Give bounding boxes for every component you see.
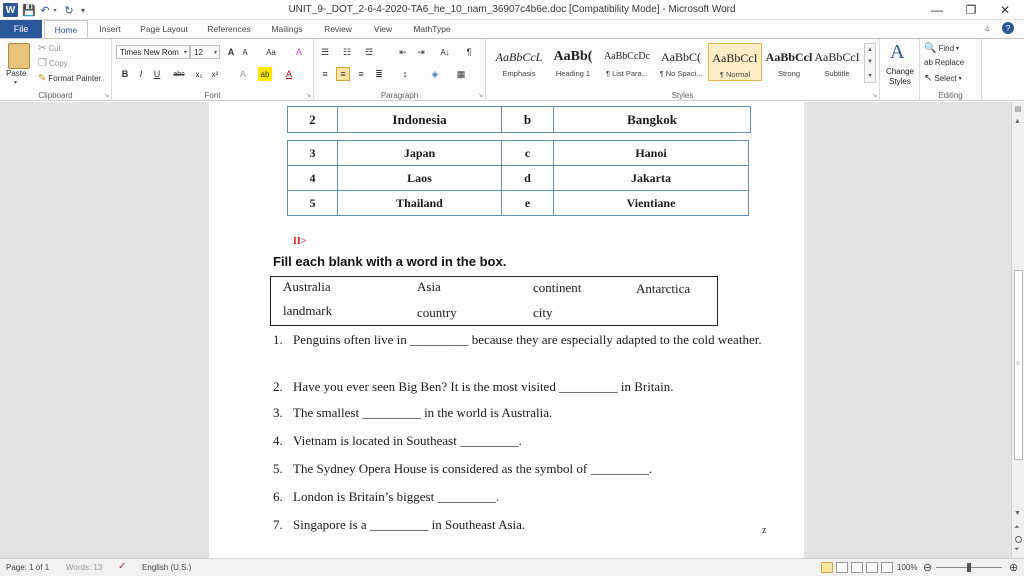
help-icon[interactable]: ? xyxy=(1002,22,1014,34)
font-size-dropdown-icon[interactable]: ▾ xyxy=(213,49,217,56)
table-cell[interactable]: c xyxy=(502,141,554,166)
decrease-indent-icon[interactable]: ⇤ xyxy=(399,46,407,57)
language-indicator[interactable]: English (U.S.) xyxy=(142,563,192,572)
table-cell[interactable]: Hanoi xyxy=(554,141,749,166)
table-cell[interactable]: d xyxy=(502,166,554,191)
customize-qat-icon[interactable]: ▾ xyxy=(80,5,85,15)
paragraph-launcher-icon[interactable]: ↘ xyxy=(477,93,483,99)
change-case-button[interactable]: Aa xyxy=(266,47,276,57)
style-name: ¶ List Para... xyxy=(606,69,648,78)
shrink-font-button[interactable]: A xyxy=(242,47,248,57)
select-dropdown-icon[interactable]: ▾ xyxy=(958,76,962,82)
question-number: 4. xyxy=(273,433,283,448)
multilevel-list-icon[interactable]: ☲ xyxy=(364,46,374,57)
cursor-icon: ↖ xyxy=(924,73,933,84)
cut-button[interactable] xyxy=(38,43,61,54)
table-cell[interactable]: Thailand xyxy=(338,191,502,216)
select-button[interactable] xyxy=(924,73,962,84)
styles-gallery-scroll[interactable] xyxy=(864,43,876,83)
question-text: London is Britain’s biggest _________. xyxy=(293,489,500,504)
font-name-combo[interactable] xyxy=(116,45,190,59)
outline-view-icon[interactable] xyxy=(866,562,878,573)
scroll-up-arrow-icon[interactable]: ▲ xyxy=(1014,118,1021,125)
paintbrush-icon: ✎ xyxy=(38,73,47,84)
table-row xyxy=(288,141,749,166)
maximize-button[interactable]: ❐ xyxy=(965,3,977,17)
paragraph-group xyxy=(314,39,486,101)
clear-formatting-icon[interactable]: A xyxy=(295,47,302,57)
table-cell[interactable]: 5 xyxy=(288,191,338,216)
style-name: Strong xyxy=(777,69,801,78)
paste-dropdown-icon[interactable]: ▾ xyxy=(14,80,18,86)
font-color-button[interactable]: A xyxy=(285,69,292,79)
question-text: Have you ever seen Big Ben? It is the most visited _________ in Britain. xyxy=(293,379,674,394)
title-bar xyxy=(0,0,1024,20)
align-right-icon[interactable]: ≡ xyxy=(358,69,364,79)
style-subtitle[interactable] xyxy=(810,43,864,81)
line-spacing-icon[interactable]: ↕ xyxy=(402,69,408,79)
italic-button[interactable]: I xyxy=(139,69,143,79)
font-size-combo[interactable] xyxy=(190,45,220,59)
table-cell[interactable]: 2 xyxy=(288,107,338,133)
undo-icon[interactable]: ↶ xyxy=(40,4,50,17)
tab-view[interactable]: View xyxy=(373,24,393,34)
browse-object-icon[interactable] xyxy=(1015,536,1022,543)
grow-font-button[interactable]: A xyxy=(227,47,235,57)
editing-group-label: Editing xyxy=(938,91,963,100)
style-name: Subtitle xyxy=(824,69,850,78)
section-number: II> xyxy=(293,236,307,247)
vertical-scrollbar[interactable] xyxy=(1011,102,1024,558)
format-painter-button[interactable] xyxy=(38,73,101,84)
table-cell[interactable]: 3 xyxy=(288,141,338,166)
increase-indent-icon[interactable]: ⇥ xyxy=(417,46,425,57)
zoom-slider-thumb[interactable] xyxy=(967,563,971,572)
select-label: Select xyxy=(934,74,957,83)
word-bank-item: landmark xyxy=(283,303,333,318)
window-title: UNIT_9-_DOT_2-6-4-2020-TA6_he_10_nam_36907c4b6e.doc [Compatibility Mode] - Microsoft Word xyxy=(288,4,736,15)
proofing-icon[interactable]: ✓ xyxy=(118,561,127,572)
table-row xyxy=(288,166,749,191)
table-cell[interactable]: Indonesia xyxy=(338,107,502,133)
bold-button[interactable]: B xyxy=(121,69,129,79)
numbering-icon[interactable]: ☷ xyxy=(342,46,352,57)
format-painter-label: Format Painter xyxy=(48,74,102,83)
scroll-up-icon[interactable]: ▲ xyxy=(867,47,873,54)
font-group xyxy=(112,39,314,101)
style-emphasis[interactable] xyxy=(492,43,546,81)
question-text: Vietnam is located in Southeast _________. xyxy=(293,433,522,448)
align-center-icon[interactable]: ≡ xyxy=(336,67,350,81)
style-heading-1[interactable] xyxy=(546,43,600,81)
tab-home[interactable]: Home xyxy=(44,20,88,38)
style-name: ¶ Normal xyxy=(719,70,751,79)
editing-group xyxy=(920,39,982,101)
replace-icon: ab xyxy=(924,58,933,67)
question-number: 2. xyxy=(273,379,283,394)
strikethrough-button[interactable]: abc xyxy=(173,70,185,78)
binoculars-icon: 🔍 xyxy=(924,43,937,54)
tab-file[interactable]: File xyxy=(0,20,42,38)
close-button[interactable]: ✕ xyxy=(999,3,1011,17)
question-text: The smallest _________ in the world is Australia. xyxy=(293,405,553,420)
style-list-paragraph[interactable] xyxy=(600,43,654,81)
clipboard-launcher-icon[interactable]: ↘ xyxy=(103,93,109,99)
web-layout-view-icon[interactable] xyxy=(851,562,863,573)
styles-group xyxy=(486,39,880,101)
find-dropdown-icon[interactable]: ▾ xyxy=(956,46,960,52)
zoom-level[interactable]: 100% xyxy=(897,563,918,572)
font-group-label: Font xyxy=(204,91,221,100)
table-cell[interactable]: Japan xyxy=(338,141,502,166)
minimize-button[interactable]: — xyxy=(931,3,943,17)
question-item[interactable] xyxy=(273,378,773,395)
copy-button[interactable] xyxy=(38,58,68,69)
tab-review[interactable]: Review xyxy=(324,24,352,34)
shading-icon[interactable]: ◈ xyxy=(431,68,439,79)
word-bank-item: Australia xyxy=(283,279,331,294)
clipboard-group xyxy=(0,39,112,101)
scroll-down-icon[interactable]: ▼ xyxy=(867,59,873,66)
copy-icon: ❐ xyxy=(38,58,47,69)
show-marks-button[interactable]: ¶ xyxy=(466,47,472,57)
style-normal[interactable] xyxy=(708,43,762,81)
style-sample: AaBbCcl xyxy=(765,50,813,64)
sort-icon[interactable]: A↓ xyxy=(440,47,450,57)
change-styles-button[interactable] xyxy=(880,39,920,101)
table-cell[interactable]: b xyxy=(502,107,554,133)
draft-view-icon[interactable] xyxy=(881,562,893,573)
question-number: 1. xyxy=(273,332,283,347)
question-item[interactable] xyxy=(273,460,773,477)
find-label: Find xyxy=(938,44,955,53)
style-strong[interactable] xyxy=(762,43,816,81)
question-item[interactable] xyxy=(273,432,773,449)
style-name: Emphasis xyxy=(502,69,536,78)
scroll-thumb[interactable] xyxy=(1014,270,1023,460)
document-area[interactable] xyxy=(0,102,1011,558)
full-screen-view-icon[interactable] xyxy=(836,562,848,573)
word-bank-item: continent xyxy=(533,280,582,295)
style-sample: AaBbC( xyxy=(661,50,701,64)
clipboard-group-label: Clipboard xyxy=(38,91,73,100)
word-bank-item: country xyxy=(417,305,457,320)
subscript-button[interactable]: x₂ xyxy=(195,69,203,79)
undo-dropdown-icon[interactable]: ▾ xyxy=(53,7,57,14)
style-sample: AaBb( xyxy=(553,49,593,64)
style-no-spacing[interactable] xyxy=(654,43,708,81)
scissors-icon: ✂ xyxy=(38,43,47,54)
table-cell[interactable]: Jakarta xyxy=(554,166,749,191)
find-button[interactable] xyxy=(924,43,959,54)
paste-button[interactable]: Paste xyxy=(6,69,27,78)
justify-icon[interactable]: ≣ xyxy=(375,68,383,79)
document-page[interactable] xyxy=(209,102,804,558)
paragraph-group-label: Paragraph xyxy=(380,91,419,100)
previous-page-icon[interactable]: ⏶ xyxy=(1014,524,1020,531)
save-icon[interactable]: 💾 xyxy=(22,4,36,17)
question-text: Singapore is a _________ in Southeast Asia. xyxy=(293,517,526,532)
tab-references[interactable]: References xyxy=(207,24,251,34)
replace-label: Replace xyxy=(934,58,965,67)
tab-page-layout[interactable]: Page Layout xyxy=(140,24,188,34)
word-bank-item: Asia xyxy=(417,279,441,294)
grip-icon: ≡ xyxy=(1016,361,1020,367)
copy-label: Copy xyxy=(48,59,68,68)
question-text: The Sydney Opera House is considered as the symbol of _________. xyxy=(293,461,653,476)
question-item[interactable] xyxy=(273,404,773,421)
underline-button[interactable]: U xyxy=(153,69,161,79)
word-bank-box xyxy=(270,276,718,326)
style-sample: AaBbCcDc xyxy=(603,51,651,62)
tab-insert[interactable]: Insert xyxy=(99,24,121,34)
cut-label: Cut xyxy=(48,44,61,53)
question-number: 5. xyxy=(273,461,283,476)
ribbon xyxy=(0,38,1024,101)
word-app-icon[interactable]: W xyxy=(3,3,18,17)
minimize-ribbon-icon[interactable]: ▵ xyxy=(985,23,990,33)
change-styles-icon: A xyxy=(890,41,905,63)
style-sample: AaBbCcI xyxy=(712,51,758,65)
next-page-icon[interactable]: ⏷ xyxy=(1014,546,1020,553)
bullets-icon[interactable]: ☰ xyxy=(320,46,330,57)
question-number: 7. xyxy=(273,517,283,532)
matching-table-top xyxy=(287,106,751,133)
table-cell[interactable]: 4 xyxy=(288,166,338,191)
view-ruler-icon[interactable]: ▤ xyxy=(1014,106,1022,113)
style-name: ¶ No Spaci... xyxy=(659,69,703,78)
styles-launcher-icon[interactable]: ↘ xyxy=(871,93,877,99)
text-effects-button[interactable]: A xyxy=(239,69,246,79)
align-left-icon[interactable]: ≡ xyxy=(322,69,328,79)
redo-icon[interactable]: ↻ xyxy=(64,4,74,17)
replace-button[interactable] xyxy=(924,58,964,67)
word-bank-item: Antarctica xyxy=(636,281,691,296)
question-item[interactable] xyxy=(273,516,773,533)
table-cell[interactable]: Laos xyxy=(338,166,502,191)
tab-mathtype[interactable]: MathType xyxy=(413,24,451,34)
page-mark: z xyxy=(762,525,767,536)
scroll-down-arrow-icon[interactable]: ▼ xyxy=(1014,510,1021,517)
font-name-value: Times New Rom xyxy=(120,47,179,57)
font-size-value: 12 xyxy=(194,47,203,57)
borders-icon[interactable]: ▦ xyxy=(456,68,466,79)
zoom-in-icon[interactable]: ⊕ xyxy=(1009,562,1019,574)
font-name-dropdown-icon[interactable]: ▾ xyxy=(183,49,187,56)
exercise-instruction: Fill each blank with a word in the box. xyxy=(273,254,507,269)
table-cell[interactable]: e xyxy=(502,191,554,216)
font-launcher-icon[interactable]: ↘ xyxy=(305,93,311,99)
print-layout-view-icon[interactable] xyxy=(821,562,833,573)
table-row xyxy=(288,107,751,133)
style-sample: AaBbCcI xyxy=(814,50,860,64)
paste-icon[interactable] xyxy=(8,43,30,69)
superscript-button[interactable]: x² xyxy=(211,69,219,79)
question-item[interactable] xyxy=(273,331,773,348)
more-styles-icon[interactable]: ▾ xyxy=(868,72,872,79)
word-count[interactable]: Words: 13 xyxy=(66,563,103,572)
style-name: Heading 1 xyxy=(555,69,591,78)
styles-group-label: Styles xyxy=(671,91,694,100)
page-count[interactable]: Page: 1 of 1 xyxy=(6,563,50,572)
tab-mailings[interactable]: Mailings xyxy=(271,24,303,34)
table-row xyxy=(288,191,749,216)
question-number: 6. xyxy=(273,489,283,504)
highlight-button[interactable]: ab xyxy=(258,67,272,81)
word-bank-item: city xyxy=(533,305,553,320)
question-text: Penguins often live in _________ because they are especially adapted to the cold weather. xyxy=(293,332,762,347)
zoom-out-icon[interactable]: ⊖ xyxy=(923,562,933,574)
table-cell[interactable]: Bangkok xyxy=(554,107,751,133)
question-number: 3. xyxy=(273,405,283,420)
status-bar xyxy=(0,558,1024,576)
question-item[interactable] xyxy=(273,488,773,505)
ribbon-tabs xyxy=(0,20,1024,38)
matching-table-bottom xyxy=(287,140,749,216)
style-sample: AaBbCcL xyxy=(495,50,543,64)
table-cell[interactable]: Vientiane xyxy=(554,191,749,216)
change-styles-label: Change Styles xyxy=(885,67,915,86)
